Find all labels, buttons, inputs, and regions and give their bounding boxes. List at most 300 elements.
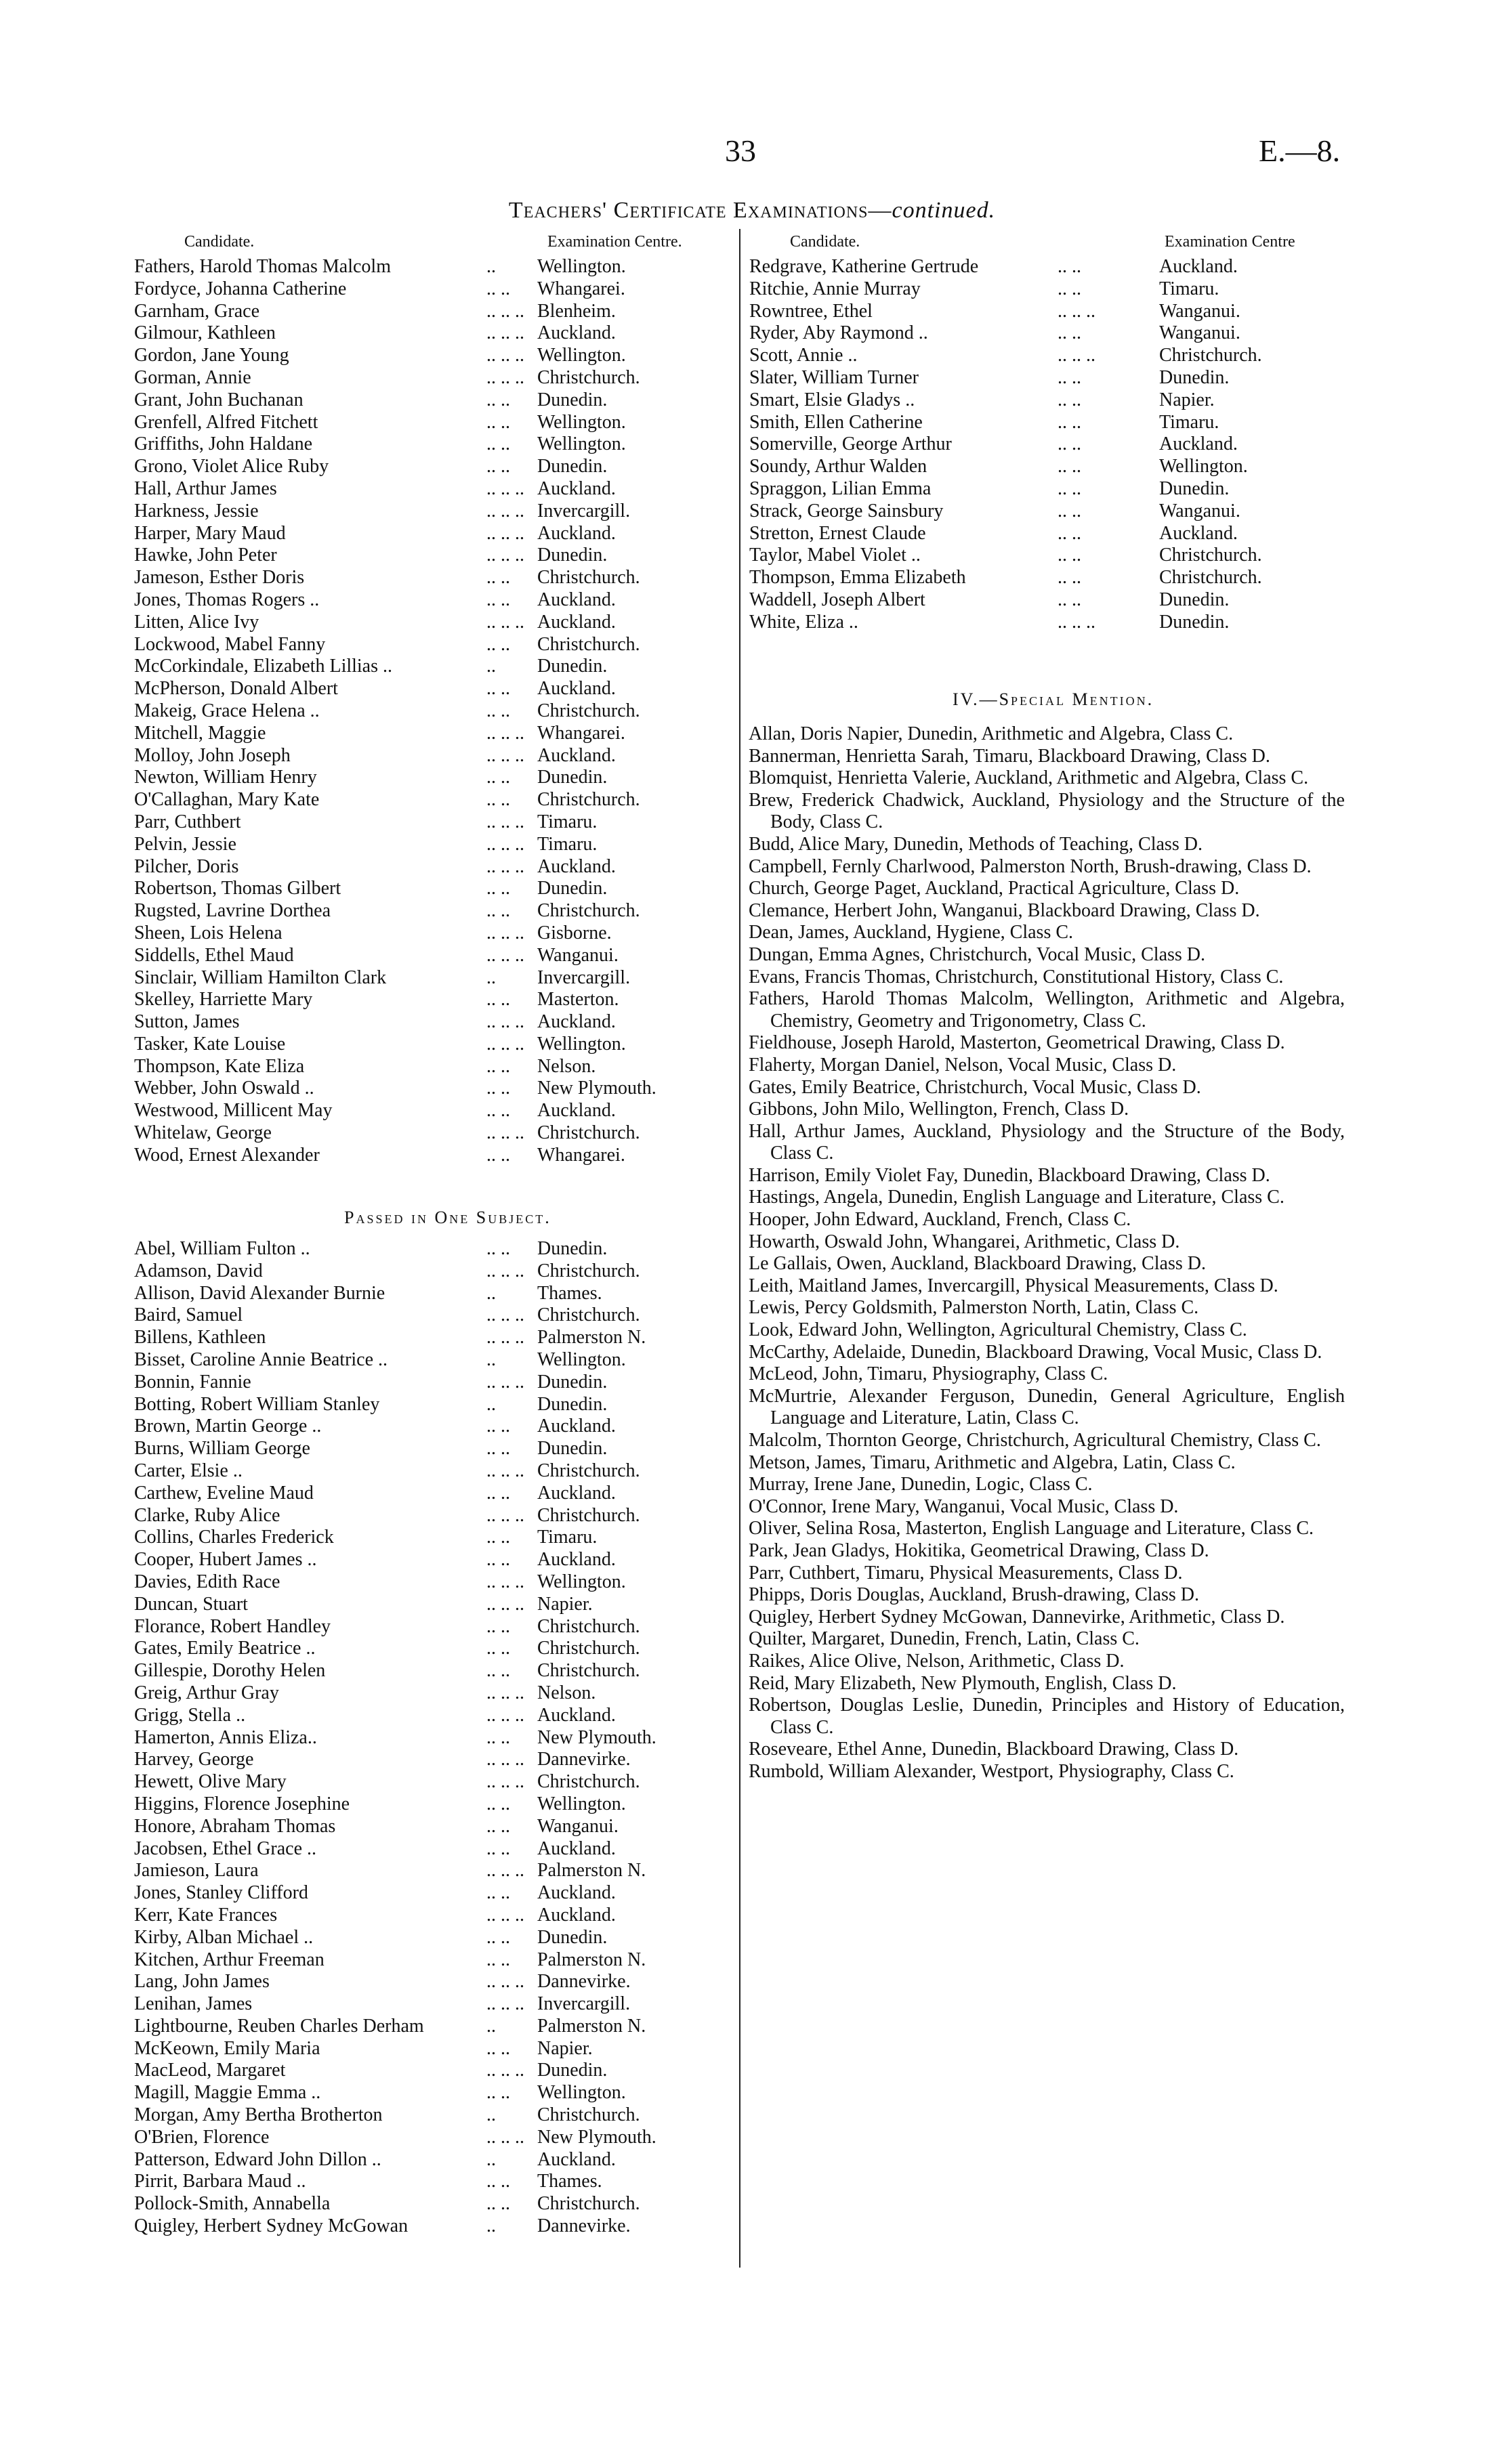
list-item bbox=[134, 589, 730, 612]
candidate-name: Rugsted, Lavrine Dorthea bbox=[134, 900, 331, 922]
candidate-name: Brown, Martin George .. bbox=[134, 1416, 322, 1437]
leader-dots: .. .. .. bbox=[486, 944, 524, 966]
list-item bbox=[134, 2215, 730, 2238]
examination-centre: Wellington. bbox=[537, 256, 626, 277]
candidate-name: Jones, Stanley Clifford bbox=[134, 1882, 308, 1904]
candidate-name: Lightbourne, Reuben Charles Derham bbox=[134, 2015, 424, 2037]
candidate-name: Gillespie, Dorothy Helen bbox=[134, 1660, 326, 1682]
leader-dots: .. .. bbox=[486, 2171, 510, 2192]
examination-centre: Masterton. bbox=[537, 989, 619, 1011]
special-mention-entry: Gates, Emily Beatrice, Christchurch, Vocal Music, Class D. bbox=[749, 1076, 1201, 1098]
examination-centre: Timaru. bbox=[537, 833, 598, 855]
examination-centre: Wanganui. bbox=[537, 1815, 619, 1837]
candidate-name: Pilcher, Doris bbox=[134, 855, 239, 877]
candidate-name: Garnham, Grace bbox=[134, 300, 260, 322]
list-item bbox=[134, 1638, 730, 1660]
leader-dots: .. .. .. bbox=[486, 1904, 524, 1926]
leader-dots: .. .. .. bbox=[486, 1122, 524, 1144]
examination-centre: Dunedin. bbox=[1159, 611, 1230, 633]
candidate-name: Jamieson, Laura bbox=[134, 1860, 259, 1882]
leader-dots: .. .. bbox=[486, 2037, 510, 2059]
candidate-name: Grenfell, Alfred Fitchett bbox=[134, 411, 318, 433]
leader-dots: .. .. .. bbox=[486, 1771, 524, 1793]
examination-centre: Dunedin. bbox=[537, 1926, 608, 1948]
candidate-name: Hawke, John Peter bbox=[134, 545, 277, 566]
candidate-name: Slater, William Turner bbox=[749, 366, 919, 388]
special-mention-entry: Rumbold, William Alexander, Westport, Physiography, Class C. bbox=[749, 1760, 1234, 1782]
candidate-name: Taylor, Mabel Violet .. bbox=[749, 545, 921, 566]
leader-dots: .. .. .. bbox=[486, 611, 524, 633]
list-item bbox=[134, 1927, 730, 1949]
leader-dots: .. .. .. bbox=[486, 1593, 524, 1615]
examination-centre: Christchurch. bbox=[537, 1615, 640, 1637]
list-item bbox=[134, 1993, 730, 2016]
candidate-name: Lenihan, James bbox=[134, 1993, 253, 2015]
candidate-name: Clarke, Ruby Alice bbox=[134, 1504, 280, 1526]
list-item bbox=[134, 834, 730, 856]
examination-centre: Auckland. bbox=[537, 1904, 616, 1926]
list-item bbox=[134, 1616, 730, 1638]
examination-centre: Dannevirke. bbox=[537, 2215, 631, 2237]
examination-centre: Dunedin. bbox=[537, 456, 608, 477]
leader-dots: .. .. bbox=[486, 1882, 510, 1904]
list-item bbox=[749, 478, 1345, 501]
leader-dots: .. bbox=[486, 2148, 496, 2170]
list-item bbox=[749, 389, 1345, 412]
candidate-name: Honore, Abraham Thomas bbox=[134, 1815, 336, 1837]
leader-dots: .. .. .. bbox=[486, 345, 524, 366]
special-mention-entry: Quilter, Margaret, Dunedin, French, Latin, Class C. bbox=[749, 1628, 1140, 1650]
examination-centre: Dunedin. bbox=[537, 389, 608, 410]
list-item bbox=[134, 478, 730, 501]
examination-centre: Wanganui. bbox=[537, 944, 619, 966]
leader-dots: .. .. bbox=[486, 1144, 510, 1166]
candidate-name: Harper, Mary Maud bbox=[134, 522, 286, 544]
examination-centre: Dunedin. bbox=[537, 545, 608, 566]
candidate-name: Somerville, George Arthur bbox=[749, 433, 952, 455]
leader-dots: .. .. bbox=[486, 700, 510, 721]
candidate-name: Thompson, Kate Eliza bbox=[134, 1055, 305, 1077]
leader-dots: .. .. .. bbox=[486, 1571, 524, 1592]
leader-dots: .. .. .. bbox=[486, 1460, 524, 1481]
candidate-name: Hewett, Olive Mary bbox=[134, 1771, 287, 1793]
leader-dots: .. .. bbox=[486, 1055, 510, 1077]
list-item bbox=[134, 367, 730, 389]
special-mention-entry: Look, Edward John, Wellington, Agricultural Chemistry, Class C. bbox=[749, 1319, 1247, 1341]
candidate-name: Kitchen, Arthur Freeman bbox=[134, 1949, 325, 1970]
leader-dots: .. .. .. bbox=[1058, 345, 1095, 366]
leader-dots: .. .. .. bbox=[486, 2060, 524, 2081]
left-centre-heading: Examination Centre. bbox=[547, 233, 682, 251]
list-item bbox=[134, 389, 730, 412]
examination-centre: Auckland. bbox=[537, 2148, 616, 2170]
examination-centre: Auckland. bbox=[537, 1838, 616, 1859]
leader-dots: .. .. bbox=[486, 633, 510, 655]
leader-dots: .. .. bbox=[1058, 366, 1081, 388]
leader-dots: .. .. .. bbox=[486, 744, 524, 766]
list-item bbox=[749, 322, 1345, 345]
leader-dots: .. .. .. bbox=[486, 1327, 524, 1348]
list-item bbox=[134, 1838, 730, 1861]
examination-centre: Thames. bbox=[537, 2171, 602, 2192]
list-item bbox=[134, 1682, 730, 1705]
list-item bbox=[749, 545, 1345, 567]
candidate-name: Litten, Alice Ivy bbox=[134, 611, 259, 633]
candidate-name: Bonnin, Fannie bbox=[134, 1371, 251, 1393]
list-item bbox=[134, 2149, 730, 2171]
list-item bbox=[134, 1349, 730, 1372]
list-item bbox=[134, 1327, 730, 1349]
special-mention-entry: Parr, Cuthbert, Timaru, Physical Measurements, Class D. bbox=[749, 1562, 1183, 1584]
candidate-name: Kirby, Alban Michael .. bbox=[134, 1926, 314, 1948]
candidate-name: McCorkindale, Elizabeth Lillias .. bbox=[134, 656, 393, 677]
examination-centre: Wellington. bbox=[537, 1033, 626, 1055]
examination-centre: Wellington. bbox=[537, 411, 626, 433]
special-mention-entry: Budd, Alice Mary, Dunedin, Methods of Teaching, Class D. bbox=[749, 833, 1203, 855]
leader-dots: .. .. .. bbox=[486, 722, 524, 744]
page-number: 33 bbox=[725, 133, 756, 168]
special-mention-entry: Brew, Frederick Chadwick, Auckland, Physiology and the Structure of the Body, Class C. bbox=[749, 789, 1345, 833]
leader-dots: .. .. bbox=[1058, 477, 1081, 499]
examination-centre: Auckland. bbox=[1159, 433, 1238, 455]
candidate-name: Scott, Annie .. bbox=[749, 345, 858, 366]
special-mention-title: IV.—Special Mention. bbox=[953, 689, 1154, 709]
leader-dots: .. .. .. bbox=[486, 1504, 524, 1526]
leader-dots: .. bbox=[486, 967, 496, 988]
special-mention-entry: Reid, Mary Elizabeth, New Plymouth, English, Class D. bbox=[749, 1672, 1177, 1694]
candidate-name: Redgrave, Katherine Gertrude bbox=[749, 256, 979, 277]
list-item bbox=[134, 1505, 730, 1527]
candidate-name: Whitelaw, George bbox=[134, 1122, 272, 1144]
candidate-name: Duncan, Stuart bbox=[134, 1593, 248, 1615]
examination-centre: Wanganui. bbox=[1159, 322, 1240, 344]
page-title-main: Teachers' Certificate Examinations— bbox=[508, 198, 892, 223]
special-mention-entry: Dungan, Emma Agnes, Christchurch, Vocal Music, Class D. bbox=[749, 943, 1206, 965]
candidate-name: Carthew, Eveline Maud bbox=[134, 1482, 314, 1504]
list-item bbox=[134, 967, 730, 990]
leader-dots: .. .. bbox=[486, 1078, 510, 1099]
examination-centre: Auckland. bbox=[537, 522, 616, 544]
examination-centre: Christchurch. bbox=[1159, 545, 1262, 566]
examination-centre: Invercargill. bbox=[537, 1993, 631, 2015]
examination-centre: Christchurch. bbox=[537, 1504, 640, 1526]
leader-dots: .. .. .. bbox=[486, 1682, 524, 1703]
examination-centre: Palmerston N. bbox=[537, 2015, 646, 2037]
list-item bbox=[134, 1594, 730, 1616]
leader-dots: .. .. bbox=[1058, 456, 1081, 477]
leader-dots: .. .. bbox=[1058, 322, 1081, 344]
leader-dots: .. .. bbox=[486, 678, 510, 700]
leader-dots: .. .. bbox=[1058, 411, 1081, 433]
special-mention-entry: Bannerman, Henrietta Sarah, Timaru, Blackboard Drawing, Class D. bbox=[749, 745, 1270, 767]
leader-dots: .. .. bbox=[486, 878, 510, 899]
leader-dots: .. .. bbox=[1058, 567, 1081, 589]
list-item bbox=[134, 301, 730, 323]
special-mention-entry: Evans, Francis Thomas, Christchurch, Constitutional History, Class C. bbox=[749, 966, 1284, 987]
leader-dots: .. bbox=[486, 256, 496, 277]
examination-centre: Christchurch. bbox=[537, 789, 640, 811]
examination-centre: Auckland. bbox=[537, 611, 616, 633]
examination-centre: Auckland. bbox=[537, 1882, 616, 1904]
list-item bbox=[134, 2060, 730, 2082]
list-item bbox=[134, 1882, 730, 1905]
document-code: E.—8. bbox=[1259, 133, 1341, 168]
list-item bbox=[134, 1438, 730, 1460]
examination-centre: Auckland. bbox=[1159, 522, 1238, 544]
examination-centre: Dunedin. bbox=[537, 878, 608, 899]
examination-centre: Christchurch. bbox=[537, 700, 640, 721]
examination-centre: Christchurch. bbox=[537, 1638, 640, 1659]
list-item bbox=[134, 1660, 730, 1682]
list-item bbox=[134, 523, 730, 545]
special-mention-entry: Park, Jean Gladys, Hokitika, Geometrical Drawing, Class D. bbox=[749, 1539, 1209, 1561]
examination-centre: Timaru. bbox=[1159, 278, 1219, 299]
list-item bbox=[134, 900, 730, 922]
list-item bbox=[134, 1260, 730, 1283]
list-item bbox=[134, 1238, 730, 1260]
leader-dots: .. bbox=[486, 2104, 496, 2126]
leader-dots: .. bbox=[486, 2015, 496, 2037]
candidate-name: Patterson, Edward John Dillon .. bbox=[134, 2148, 381, 2170]
candidate-name: Florance, Robert Handley bbox=[134, 1615, 331, 1637]
list-item bbox=[134, 856, 730, 878]
list-item bbox=[134, 412, 730, 434]
page-title-continued: continued. bbox=[892, 198, 996, 223]
list-item bbox=[134, 1145, 730, 1167]
candidate-name: McPherson, Donald Albert bbox=[134, 678, 338, 700]
examination-centre: Dunedin. bbox=[537, 1438, 608, 1460]
special-mention-entry: Campbell, Fernly Charlwood, Palmerston North, Brush-drawing, Class D. bbox=[749, 855, 1312, 877]
examination-centre: Gisborne. bbox=[537, 922, 612, 943]
list-item bbox=[134, 656, 730, 678]
candidate-name: Jameson, Esther Doris bbox=[134, 567, 305, 589]
list-item bbox=[134, 433, 730, 456]
examination-centre: Thames. bbox=[537, 1282, 602, 1304]
special-mention-entry: McMurtrie, Alexander Ferguson, Dunedin, General Agriculture, English Language and Literature, Latin, Class C. bbox=[749, 1385, 1345, 1429]
examination-centre: Palmerston N. bbox=[537, 1949, 646, 1970]
leader-dots: .. .. bbox=[1058, 545, 1081, 566]
list-item bbox=[749, 278, 1345, 301]
candidate-name: MacLeod, Margaret bbox=[134, 2060, 286, 2081]
list-item bbox=[134, 545, 730, 567]
examination-centre: Wellington. bbox=[537, 1571, 626, 1592]
candidate-name: Sutton, James bbox=[134, 1011, 240, 1033]
leader-dots: .. .. bbox=[486, 1100, 510, 1122]
leader-dots: .. .. bbox=[1058, 256, 1081, 277]
leader-dots: .. .. .. bbox=[486, 833, 524, 855]
candidate-name: Smith, Ellen Catherine bbox=[749, 411, 923, 433]
special-mention-entry: Le Gallais, Owen, Auckland, Blackboard Drawing, Class D. bbox=[749, 1253, 1206, 1275]
list-item bbox=[134, 2104, 730, 2127]
leader-dots: .. .. .. bbox=[486, 1371, 524, 1393]
special-mention-entry: Hooper, John Edward, Auckland, French, Class C. bbox=[749, 1209, 1131, 1231]
candidate-name: Lockwood, Mabel Fanny bbox=[134, 633, 326, 655]
candidate-name: Stretton, Ernest Claude bbox=[749, 522, 926, 544]
list-item bbox=[134, 1816, 730, 1838]
list-item bbox=[134, 345, 730, 367]
special-mention-entry: Howarth, Oswald John, Whangarei, Arithmetic, Class D. bbox=[749, 1231, 1180, 1252]
list-item bbox=[134, 1571, 730, 1594]
examination-centre: Palmerston N. bbox=[537, 1327, 646, 1348]
examination-centre: Timaru. bbox=[537, 1527, 598, 1548]
examination-centre: Christchurch. bbox=[537, 1660, 640, 1682]
leader-dots: .. .. .. bbox=[486, 1860, 524, 1882]
list-item bbox=[134, 1860, 730, 1882]
candidate-name: Davies, Edith Race bbox=[134, 1571, 280, 1592]
list-item bbox=[749, 367, 1345, 389]
candidate-name: Cooper, Hubert James .. bbox=[134, 1549, 317, 1571]
list-item bbox=[134, 745, 730, 767]
candidate-name: Ryder, Aby Raymond .. bbox=[749, 322, 928, 344]
list-item bbox=[134, 612, 730, 634]
list-item bbox=[134, 2171, 730, 2193]
candidate-name: Strack, George Sainsbury bbox=[749, 500, 944, 522]
candidate-name: Parr, Cuthbert bbox=[134, 811, 241, 832]
list-item bbox=[134, 811, 730, 834]
candidate-name: Jones, Thomas Rogers .. bbox=[134, 589, 320, 610]
candidate-name: Carter, Elsie .. bbox=[134, 1460, 243, 1481]
examination-centre: Christchurch. bbox=[537, 1460, 640, 1481]
leader-dots: .. .. .. bbox=[486, 545, 524, 566]
right-centre-heading: Examination Centre bbox=[1165, 233, 1295, 251]
leader-dots: .. .. .. bbox=[1058, 611, 1095, 633]
leader-dots: .. .. .. bbox=[486, 1993, 524, 2015]
leader-dots: .. .. bbox=[486, 1793, 510, 1814]
leader-dots: .. .. bbox=[486, 1949, 510, 1970]
candidate-name: Hall, Arthur James bbox=[134, 477, 277, 499]
list-item bbox=[749, 523, 1345, 545]
candidate-name: Billens, Kathleen bbox=[134, 1327, 266, 1348]
list-item bbox=[749, 567, 1345, 589]
examination-centre: Christchurch. bbox=[537, 2193, 640, 2215]
leader-dots: .. .. bbox=[486, 1438, 510, 1460]
list-item bbox=[134, 945, 730, 967]
examination-centre: Christchurch. bbox=[537, 1304, 640, 1326]
examination-centre: Christchurch. bbox=[537, 900, 640, 922]
examination-centre: Christchurch. bbox=[537, 567, 640, 589]
examination-centre: Auckland. bbox=[537, 1482, 616, 1504]
list-item bbox=[134, 2016, 730, 2038]
examination-centre: Wanganui. bbox=[1159, 500, 1240, 522]
leader-dots: .. bbox=[486, 2215, 496, 2237]
candidate-name: Waddell, Joseph Albert bbox=[749, 589, 925, 610]
candidate-name: Pollock-Smith, Annabella bbox=[134, 2193, 331, 2215]
leader-dots: .. .. bbox=[486, 2193, 510, 2215]
candidate-name: Newton, William Henry bbox=[134, 767, 317, 788]
list-item bbox=[134, 1727, 730, 1749]
special-mention-entry: Murray, Irene Jane, Dunedin, Logic, Class C. bbox=[749, 1474, 1093, 1495]
leader-dots: .. .. bbox=[486, 767, 510, 788]
candidate-name: Sheen, Lois Helena bbox=[134, 922, 283, 943]
list-item bbox=[134, 1949, 730, 1972]
examination-centre: Dunedin. bbox=[537, 1371, 608, 1393]
special-mention-entry: Leith, Maitland James, Invercargill, Physical Measurements, Class D. bbox=[749, 1275, 1278, 1296]
leader-dots: .. .. bbox=[486, 1838, 510, 1859]
leader-dots: .. bbox=[486, 656, 496, 677]
candidate-name: Lang, John James bbox=[134, 1971, 270, 1993]
list-item bbox=[134, 322, 730, 345]
examination-centre: Wellington. bbox=[537, 433, 626, 455]
right-candidate-list bbox=[749, 256, 1345, 634]
examination-centre: Invercargill. bbox=[537, 967, 631, 988]
leader-dots: .. .. bbox=[486, 1726, 510, 1748]
candidate-name: Fordyce, Johanna Catherine bbox=[134, 278, 347, 299]
special-mention-entry: Robertson, Douglas Leslie, Dunedin, Principles and History of Education, Class C. bbox=[749, 1695, 1345, 1738]
leader-dots: .. .. bbox=[486, 1527, 510, 1548]
examination-centre: Wellington. bbox=[537, 2082, 626, 2104]
leader-dots: .. .. bbox=[486, 1549, 510, 1571]
candidate-name: Siddells, Ethel Maud bbox=[134, 944, 294, 966]
examination-centre: Auckland. bbox=[537, 1011, 616, 1033]
list-item bbox=[134, 1793, 730, 1816]
list-item bbox=[134, 1372, 730, 1394]
special-mention-entry: Hall, Arthur James, Auckland, Physiology and the Structure of the Body, Class C. bbox=[749, 1120, 1345, 1164]
candidate-name: Grono, Violet Alice Ruby bbox=[134, 456, 329, 477]
leader-dots: .. .. .. bbox=[486, 477, 524, 499]
candidate-name: Fathers, Harold Thomas Malcolm bbox=[134, 256, 391, 277]
special-mention-entry: Roseveare, Ethel Anne, Dunedin, Blackboard Drawing, Class D. bbox=[749, 1739, 1239, 1760]
candidate-name: Gorman, Annie bbox=[134, 366, 251, 388]
candidate-name: Robertson, Thomas Gilbert bbox=[134, 878, 341, 899]
page-title bbox=[0, 198, 1504, 224]
candidate-name: O'Callaghan, Mary Kate bbox=[134, 789, 320, 811]
special-mention-entry: Harrison, Emily Violet Fay, Dunedin, Blackboard Drawing, Class D. bbox=[749, 1164, 1270, 1186]
leader-dots: .. .. bbox=[486, 1660, 510, 1682]
list-item bbox=[749, 589, 1345, 612]
candidate-name: Botting, Robert William Stanley bbox=[134, 1393, 380, 1415]
candidate-name: Gates, Emily Beatrice .. bbox=[134, 1638, 316, 1659]
examination-centre: Wellington. bbox=[1159, 456, 1248, 477]
examination-centre: Auckland. bbox=[1159, 256, 1238, 277]
candidate-name: McKeown, Emily Maria bbox=[134, 2037, 320, 2059]
examination-centre: New Plymouth. bbox=[537, 1078, 656, 1099]
candidate-name: Thompson, Emma Elizabeth bbox=[749, 567, 966, 589]
examination-centre: Christchurch. bbox=[1159, 567, 1262, 589]
list-item bbox=[749, 345, 1345, 367]
left-candidate-heading: Candidate. bbox=[184, 233, 255, 251]
examination-centre: Wellington. bbox=[537, 1793, 626, 1814]
list-item bbox=[134, 456, 730, 478]
examination-centre: Whangarei. bbox=[537, 1144, 625, 1166]
examination-centre: Dannevirke. bbox=[537, 1971, 631, 1993]
special-mention-entry: Fathers, Harold Thomas Malcolm, Wellington, Arithmetic and Algebra, Chemistry, Geometry and Trigonometry, Class C. bbox=[749, 988, 1345, 1032]
leader-dots: .. .. bbox=[486, 1482, 510, 1504]
candidate-name: Quigley, Herbert Sydney McGowan bbox=[134, 2215, 409, 2237]
list-item bbox=[134, 878, 730, 900]
list-item bbox=[134, 1078, 730, 1100]
examination-centre: Dannevirke. bbox=[537, 1749, 631, 1770]
leader-dots: .. .. bbox=[486, 389, 510, 410]
examination-centre: Nelson. bbox=[537, 1055, 596, 1077]
list-item bbox=[134, 1771, 730, 1793]
examination-centre: Christchurch. bbox=[537, 366, 640, 388]
list-item bbox=[134, 989, 730, 1011]
list-item bbox=[134, 1460, 730, 1483]
leader-dots: .. .. bbox=[1058, 389, 1081, 410]
list-item bbox=[749, 612, 1345, 634]
leader-dots: .. .. .. bbox=[486, 811, 524, 832]
leader-dots: .. .. .. bbox=[486, 1704, 524, 1726]
leader-dots: .. .. .. bbox=[486, 1749, 524, 1770]
leader-dots: .. .. .. bbox=[486, 522, 524, 544]
examination-centre: Auckland. bbox=[537, 744, 616, 766]
list-item bbox=[134, 1416, 730, 1438]
candidate-name: Smart, Elsie Gladys .. bbox=[749, 389, 915, 410]
examination-centre: Auckland. bbox=[537, 589, 616, 610]
leader-dots: .. .. .. bbox=[486, 1304, 524, 1326]
candidate-name: Mitchell, Maggie bbox=[134, 722, 266, 744]
list-item bbox=[134, 1122, 730, 1145]
